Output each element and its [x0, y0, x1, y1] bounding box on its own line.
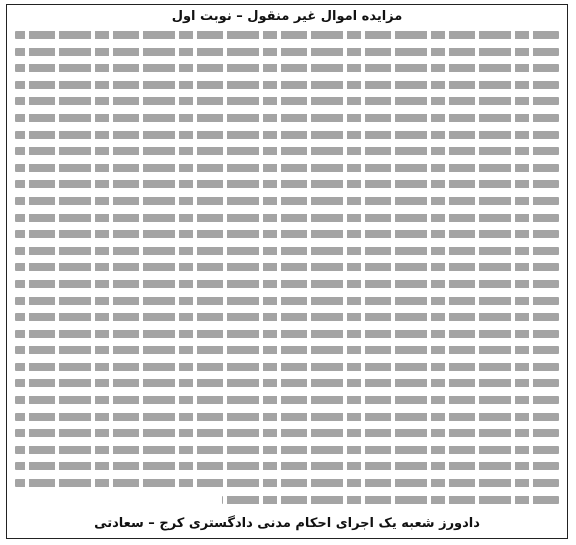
body-line — [15, 64, 559, 72]
body-line — [15, 313, 559, 321]
notice-signature: دادورز شعبه یک اجرای احکام مدنی دادگستری کرج – سعادتی — [94, 516, 480, 531]
body-line — [15, 131, 559, 139]
body-line — [15, 413, 559, 421]
body-line — [15, 97, 559, 105]
body-line — [15, 214, 559, 222]
body-line — [15, 297, 559, 305]
body-line — [15, 462, 559, 470]
body-line — [15, 114, 559, 122]
body-line — [15, 147, 559, 155]
body-line — [15, 48, 559, 56]
body-line — [15, 330, 559, 338]
body-line — [15, 263, 559, 271]
body-line — [15, 197, 559, 205]
body-line — [15, 379, 559, 387]
notice — [6, 4, 568, 539]
body-line — [15, 479, 559, 487]
body-line — [15, 446, 559, 454]
body-line — [15, 230, 559, 238]
body-line — [15, 396, 559, 404]
body-line — [15, 363, 559, 371]
body-line — [15, 164, 559, 172]
notice-title: مزایده اموال غیر منقول – نوبت اول — [171, 9, 403, 24]
notice-body — [15, 31, 559, 512]
body-line — [15, 429, 559, 437]
body-line — [15, 180, 559, 188]
body-line — [222, 496, 559, 504]
body-line — [15, 247, 559, 255]
body-line — [15, 280, 559, 288]
body-line — [15, 346, 559, 354]
body-line — [15, 81, 559, 89]
body-line — [15, 31, 559, 39]
